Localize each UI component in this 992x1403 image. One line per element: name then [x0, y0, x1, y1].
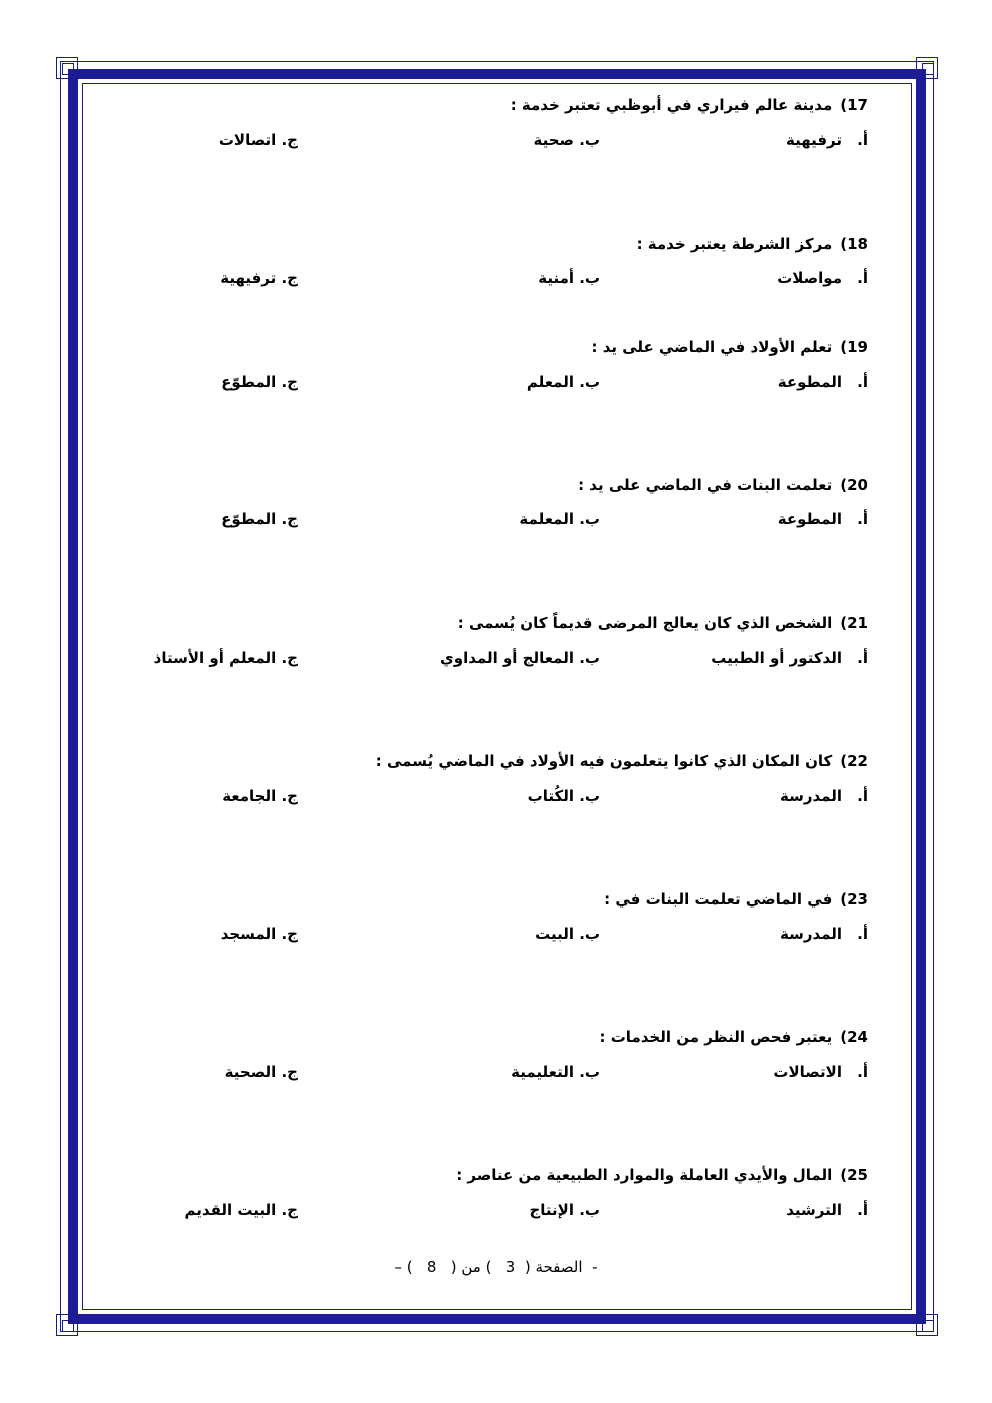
- option-letter: أ.: [857, 925, 868, 943]
- question-number: 24): [840, 1028, 868, 1046]
- option-a: [773, 1063, 868, 1081]
- question-text: في الماضي تعلمت البنات في :: [604, 890, 833, 908]
- question-22: [376, 752, 868, 770]
- option-c: ج. المعلم أو الأستاذ: [153, 649, 298, 667]
- option-letter: أ.: [857, 373, 868, 391]
- question-number: 17): [840, 96, 868, 114]
- question-number: 21): [840, 614, 868, 632]
- option-letter: أ.: [857, 649, 868, 667]
- option-a: [777, 269, 868, 287]
- option-text: المطوعة: [777, 373, 842, 391]
- corner-ornament-top-right: [916, 57, 938, 79]
- question-number: 23): [840, 890, 868, 908]
- question-text: تعلمت البنات في الماضي على يد :: [578, 476, 833, 494]
- option-c: ج. المسجد: [220, 925, 298, 943]
- option-b: ب. المعلم: [526, 373, 600, 391]
- option-b: ب. الكُتاب: [527, 787, 600, 805]
- option-b: ب. المعلمة: [519, 510, 600, 528]
- option-letter: أ.: [857, 269, 868, 287]
- option-c: ج. اتصالات: [218, 131, 298, 149]
- question-23: [604, 890, 868, 908]
- option-b: ب. الإنتاج: [529, 1201, 600, 1219]
- question-19: [591, 338, 868, 356]
- option-letter: أ.: [857, 131, 868, 149]
- option-c: ج. المطوّع: [221, 510, 298, 528]
- question-text: كان المكان الذي كانوا يتعلمون فيه الأولاد في الماضي يُسمى :: [375, 752, 833, 770]
- question-24: [600, 1028, 868, 1046]
- option-b: ب. صحية: [533, 131, 600, 149]
- question-number: 20): [840, 476, 868, 494]
- option-a: [780, 925, 868, 943]
- page-border-inner: [82, 83, 912, 1310]
- question-text: تعلم الأولاد في الماضي على يد :: [591, 338, 833, 356]
- corner-ornament-bottom-left: [56, 1314, 78, 1336]
- option-b: ب. أمنية: [538, 269, 600, 287]
- question-text: مدينة عالم فيراري في أبوظبي تعتبر خدمة :: [510, 96, 833, 114]
- question-text: مركز الشرطة يعتبر خدمة :: [636, 235, 833, 253]
- option-text: المدرسة: [780, 787, 842, 805]
- option-c: ج. الصحية: [224, 1063, 298, 1081]
- option-letter: أ.: [857, 510, 868, 528]
- option-c: ج. ترفيهية: [220, 269, 298, 287]
- option-text: مواصلات: [777, 269, 842, 287]
- option-text: الدكتور أو الطبيب: [711, 649, 842, 667]
- option-text: الترشيد: [786, 1201, 842, 1219]
- option-letter: أ.: [857, 787, 868, 805]
- option-a: [786, 1201, 868, 1219]
- question-20: [578, 476, 868, 494]
- question-number: 25): [840, 1166, 868, 1184]
- question-25: [456, 1166, 868, 1184]
- option-a: [786, 131, 868, 149]
- question-text: الشخص الذي كان يعالج المرضى قديماً كان يُسمى :: [457, 614, 833, 632]
- option-text: المطوعة: [777, 510, 842, 528]
- option-c: ج. البيت القديم: [184, 1201, 298, 1219]
- option-b: ب. المعالج أو المداوي: [440, 649, 600, 667]
- question-17: [511, 96, 868, 114]
- option-b: ب. البيت: [535, 925, 600, 943]
- question-18: [637, 235, 868, 253]
- option-a: [711, 649, 868, 667]
- corner-ornament-top-left: [56, 57, 78, 79]
- option-letter: أ.: [857, 1063, 868, 1081]
- question-21: [458, 614, 868, 632]
- question-number: 22): [840, 752, 868, 770]
- option-a: [778, 373, 868, 391]
- option-text: المدرسة: [780, 925, 842, 943]
- question-text: يعتبر فحص النظر من الخدمات :: [599, 1028, 833, 1046]
- question-text: المال والأيدي العاملة والموارد الطبيعية من عناصر :: [456, 1166, 833, 1184]
- page-number-footer: - الصفحة ( 3 ) من ( 8 ) –: [394, 1258, 598, 1276]
- option-a: [778, 510, 868, 528]
- corner-ornament-bottom-right: [916, 1314, 938, 1336]
- option-letter: أ.: [857, 1201, 868, 1219]
- option-b: ب. التعليمية: [511, 1063, 600, 1081]
- option-c: ج. المطوّع: [221, 373, 298, 391]
- question-number: 19): [840, 338, 868, 356]
- option-c: ج. الجامعة: [222, 787, 298, 805]
- question-number: 18): [840, 235, 868, 253]
- option-text: ترفيهية: [785, 131, 842, 149]
- option-a: [780, 787, 868, 805]
- option-text: الاتصالات: [773, 1063, 842, 1081]
